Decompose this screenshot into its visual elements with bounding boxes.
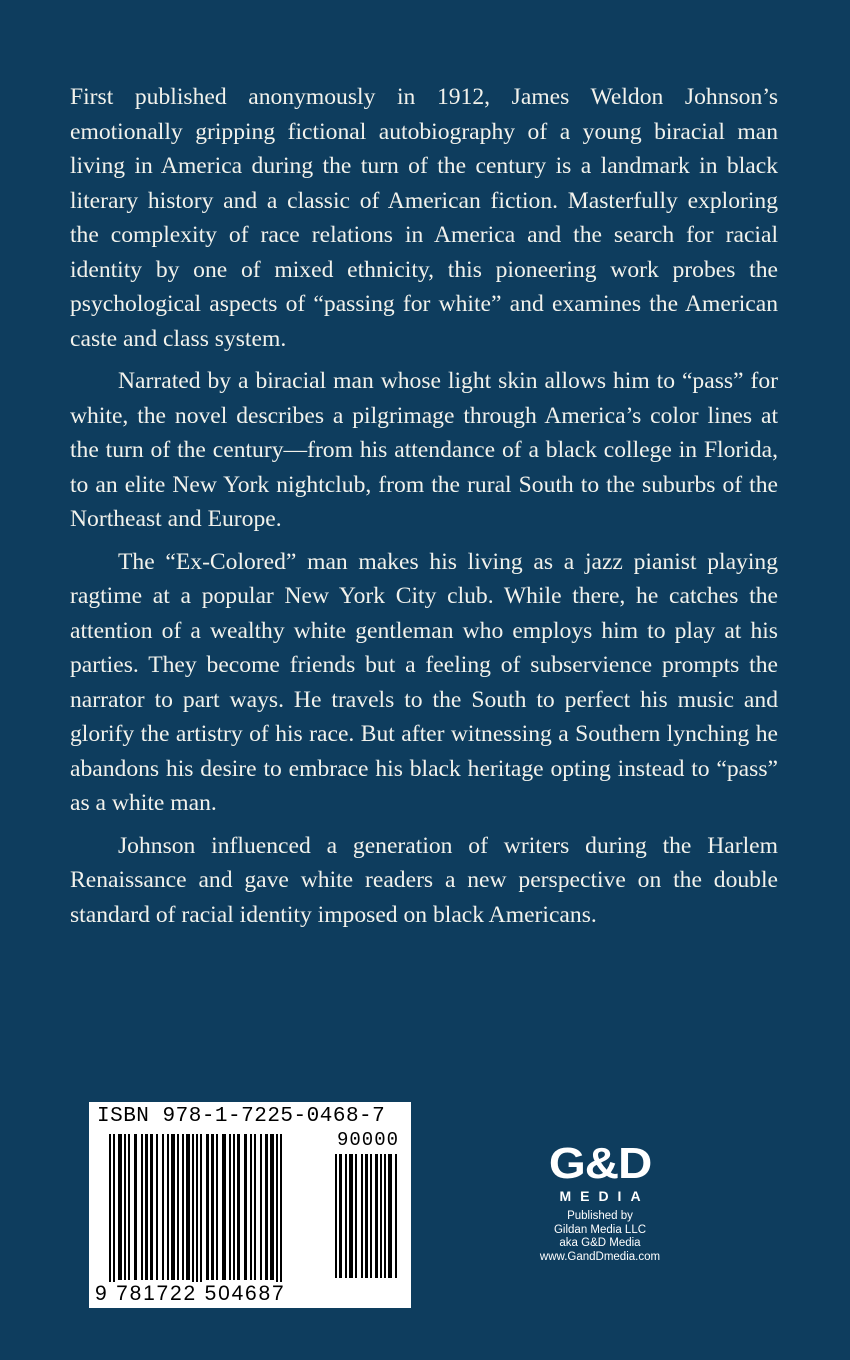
barcode-bars [109, 1134, 323, 1290]
addon-barcode-bars [335, 1154, 399, 1278]
publisher-line: aka G&D Media [559, 1237, 641, 1249]
ean-digits: 9 781722 504687 [95, 1282, 286, 1305]
blurb-paragraph: Johnson influenced a generation of writers during the Harlem Renaissance and gave white readers a new perspective on the double standard of racial identity imposed on black Americans. [70, 832, 778, 928]
back-cover-blurb [70, 80, 778, 940]
publisher-info [520, 1210, 680, 1264]
blurb-paragraph: Narrated by a biracial man whose light skin allows him to “pass” for white, the novel describes a pilgrimage through America’s color lines at the turn of the century—from his attendance of a black college in Florida, to an elite New York nightclub, from the rural South to the suburbs of the Northeast and Europe. [70, 368, 778, 532]
blurb-paragraph: First published anonymously in 1912, James Weldon Johnson’s emotionally gripping fictional autobiography of a young biracial man living in America during the turn of the century is a landmark in black literary history and a classic of American fiction. Masterfully exploring the complexity of race relations in America and the search for racial identity by one of mixed ethnicity, this pioneering work probes the psychological aspects of “passing for white” and examines the American caste and class system. [70, 84, 778, 352]
publisher-block [520, 1139, 680, 1264]
publisher-line: www.GandDmedia.com [539, 1250, 661, 1263]
isbn-barcode [89, 1102, 411, 1308]
publisher-line: Gildan Media LLC [553, 1223, 647, 1236]
blurb-paragraph: The “Ex-Colored” man makes his living as a jazz pianist playing ragtime at a popular New York City club. While there, he catches the attention of a wealthy white gentleman who employs him to play at his parties. They become friends but a feeling of subservience prompts the narrator to part ways. He travels to the South to perfect his music and glorify the artistry of his race. But after witnessing a Southern lynching he abandons his desire to embrace his black heritage opting instead to “pass” as a white man. [70, 548, 778, 816]
publisher-logo: G&D [548, 1139, 652, 1188]
publisher-line: Published by [567, 1210, 633, 1222]
price-code: 90000 [337, 1129, 400, 1151]
publisher-logo-subtitle: MEDIA [559, 1188, 650, 1204]
isbn-label: ISBN 978-1-7225-0468-7 [97, 1105, 386, 1128]
